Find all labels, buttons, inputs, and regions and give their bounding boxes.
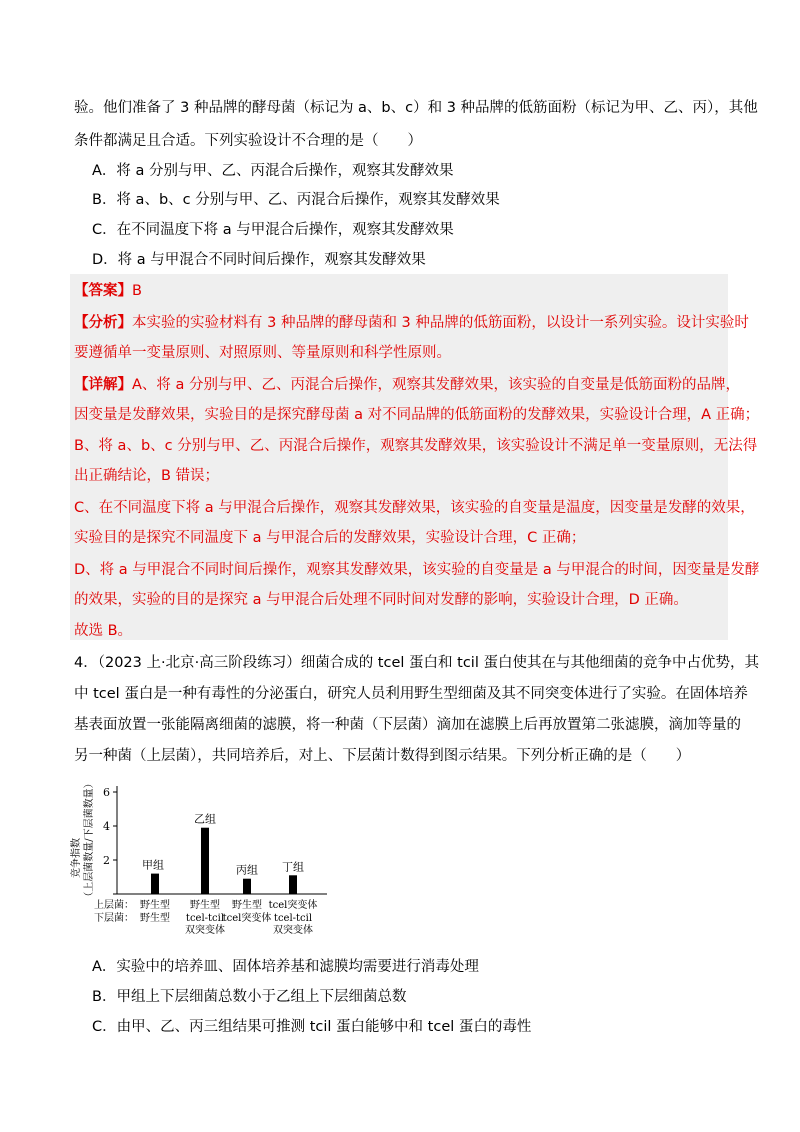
detail-text: 出正确结论，B 错误；	[74, 468, 220, 484]
question-4-text: 另一种菌（上层菌），共同培养后，对上、下层菌计数得到图示结果。下列分析正确的是（ ）	[74, 748, 691, 764]
x-label-top: 野生型	[140, 900, 170, 911]
x-label-top: 野生型	[190, 900, 220, 911]
question-4-text: 4．（2023 上·北京·高三阶段练习）细菌合成的 tcel 蛋白和 tcil 蛋白使其在与其他细菌的竞争中占优势，其	[74, 655, 759, 671]
conclusion-text: 故选 B。	[74, 623, 133, 639]
analysis-line	[74, 313, 749, 333]
y-axis-title-line1: 竞争指数	[71, 838, 82, 878]
bar-group-label: 甲组	[142, 858, 164, 872]
answer-value: B	[132, 283, 142, 299]
row-header-top: 上层菌：	[94, 900, 134, 911]
x-label-bottom: tcel-tcil	[273, 913, 313, 924]
x-label-top: 野生型	[232, 900, 262, 911]
question-text-line: 验。他们准备了 3 种品牌的酵母菌（标记为 a、b、c）和 3 种品牌的低筋面粉（标记为甲、乙、丙），其他	[74, 100, 758, 116]
detail-text: D、将 a 与甲混合不同时间后操作，观察其发酵效果，该实验的自变量是 a 与甲混合的时间，因变量是发酵	[74, 562, 760, 578]
bar-group-label: 乙组	[194, 812, 216, 826]
y-tick-label: 2	[103, 854, 110, 867]
bar-group-label: 丙组	[236, 863, 258, 877]
bar-group-label: 丁组	[282, 860, 304, 874]
y-axis-title-line2: （上层菌数量/下层菌数量）	[84, 778, 95, 902]
y-tick-label: 6	[103, 786, 110, 799]
x-label-top: tcel突变体	[268, 900, 318, 911]
competition-index-chart	[62, 776, 342, 941]
analysis-text: 本实验的实验材料有 3 种品牌的酵母菌和 3 种品牌的低筋面粉，以设计一系列实验。设计实验时	[132, 315, 749, 331]
option-d: D．将 a 与甲混合不同时间后操作，观察其发酵效果	[92, 252, 426, 268]
bar	[151, 874, 159, 894]
bar	[201, 828, 209, 894]
bar	[289, 875, 297, 894]
question-4-text: 中 tcel 蛋白是一种有毒性的分泌蛋白，研究人员利用野生型细菌及其不同突变体进行了实验。在固体培养	[74, 686, 748, 702]
analysis-text: 要遵循单一变量原则、对照原则、等量原则和科学性原则。	[74, 345, 451, 361]
detail-label: 【详解】	[74, 377, 132, 393]
y-tick-label: 4	[103, 820, 110, 833]
row-header-bottom: 下层菌：	[94, 913, 134, 924]
option-c: C．在不同温度下将 a 与甲混合后操作，观察其发酵效果	[92, 222, 454, 238]
question-text-line: 条件都满足且合适。下列实验设计不合理的是（ ）	[74, 133, 422, 149]
detail-text: 实验目的是探究不同温度下 a 与甲混合后的发酵效果，实验设计合理，C 正确；	[74, 530, 586, 546]
option-b: B．甲组上下层细菌总数小于乙组上下层细菌总数	[92, 989, 407, 1005]
detail-text: B、将 a、b、c 分别与甲、乙、丙混合后操作，观察其发酵效果，该实验设计不满足单一变量原则，无法得	[74, 438, 758, 454]
x-label-bottom: 双突变体	[273, 925, 313, 936]
option-a: A．实验中的培养皿、固体培养基和滤膜均需要进行消毒处理	[92, 959, 479, 975]
option-b: B．将 a、b、c 分别与甲、乙、丙混合后操作，观察其发酵效果	[92, 192, 500, 208]
x-label-bottom: tcel-tcil	[185, 913, 225, 924]
analysis-label: 【分析】	[74, 315, 132, 331]
detail-text: A、将 a 分别与甲、乙、丙混合后操作，观察其发酵效果，该实验的自变量是低筋面粉的品牌，	[132, 377, 741, 393]
question-4-text: 基表面放置一张能隔离细菌的滤膜，将一种菌（下层菌）滴加在滤膜上后再放置第二张滤膜，滴加等量的	[74, 717, 741, 733]
x-label-bottom: 双突变体	[185, 925, 225, 936]
bars	[142, 813, 304, 894]
detail-text: 的效果，实验的目的是探究 a 与甲混合后处理不同时间对发酵的影响，实验设计合理，D 正确。	[74, 592, 688, 608]
detail-line	[74, 375, 740, 395]
y-ticks	[103, 786, 117, 894]
detail-text: C、在不同温度下将 a 与甲混合后操作，观察其发酵效果，该实验的自变量是温度，因变量是发酵的效果，	[74, 500, 755, 516]
x-label-bottom: tcel突变体	[222, 913, 272, 924]
x-label-bottom: 野生型	[140, 913, 170, 924]
bar	[243, 879, 251, 894]
x-labels	[140, 898, 317, 936]
option-a: A．将 a 分别与甲、乙、丙混合后操作，观察其发酵效果	[92, 163, 454, 179]
y-axis-title	[69, 778, 95, 901]
option-c: C．由甲、乙、丙三组结果可推测 tcil 蛋白能够中和 tcel 蛋白的毒性	[92, 1019, 532, 1035]
detail-text: 因变量是发酵效果，实验目的是探究酵母菌 a 对不同品牌的低筋面粉的发酵效果，实验设计合理，A 正确；	[74, 407, 760, 423]
answer-line	[74, 281, 142, 301]
answer-label: 【答案】	[74, 283, 132, 299]
